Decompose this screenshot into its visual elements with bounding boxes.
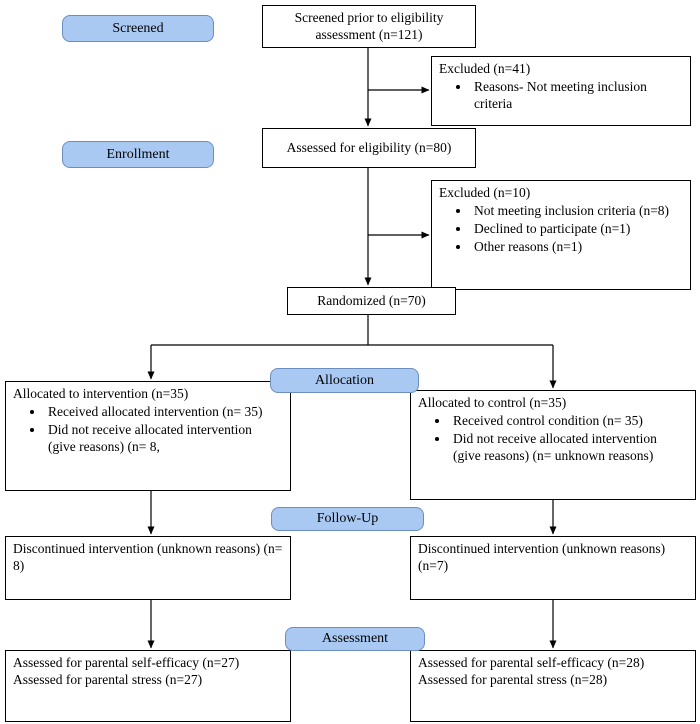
bullet-item: • Did not receive allocated intervention (give reasons) (n= 8, [45, 422, 283, 456]
assessment-left-line-2: Assessed for parental stress (n=27) [13, 671, 203, 687]
allocated-intervention-bullets [45, 404, 283, 456]
allocated-control-bullets [450, 413, 688, 465]
assessed-eligibility-box [262, 128, 476, 168]
bullet-item: • Declined to participate (n=1) [471, 221, 683, 238]
screened-prior-text: Screened prior to eligibility assessment (n=121) [294, 9, 444, 42]
discontinued-intervention-left-text: Discontinued intervention (unknown reasons) (n= 8) [13, 541, 283, 573]
bullet-item: • Other reasons (n=1) [471, 239, 683, 256]
assessment-right-line-2: Assessed for parental stress (n=28) [418, 671, 608, 687]
assessment-right-box [410, 650, 696, 722]
assessment-right-line-1: Assessed for parental self-efficacy (n=28) [418, 655, 645, 670]
stage-label-enrollment [62, 141, 214, 168]
stage-label-enrollment-text: Enrollment [106, 146, 170, 162]
assessment-left-box [5, 650, 291, 722]
excluded-41-title: Excluded (n=41) [439, 61, 531, 76]
stage-label-screened [62, 15, 214, 42]
allocated-control-title: Allocated to control (n=35) [418, 395, 567, 410]
discontinued-intervention-right-box [410, 536, 696, 600]
bullet-item: • Received control condition (n= 35) [450, 413, 688, 430]
allocated-control-box [410, 390, 696, 500]
assessment-left-line-1: Assessed for parental self-efficacy (n=27) [13, 655, 240, 670]
stage-label-allocation-text: Allocation [314, 372, 375, 388]
randomized-text: Randomized (n=70) [317, 292, 426, 308]
excluded-41-bullets [471, 79, 683, 113]
allocated-intervention-title: Allocated to intervention (n=35) [13, 386, 189, 401]
assessed-eligibility-text: Assessed for eligibility (n=80) [286, 139, 452, 155]
discontinued-intervention-right-text: Discontinued intervention (unknown reasons) (n=7) [418, 541, 666, 573]
stage-label-followup-text: Follow-Up [316, 511, 379, 526]
allocated-intervention-box [5, 381, 291, 491]
screened-prior-box [262, 5, 476, 48]
stage-label-screened-text: Screened [112, 20, 164, 36]
bullet-item: • Received allocated intervention (n= 35) [45, 404, 283, 421]
bullet-item: • Not meeting inclusion criteria (n=8) [471, 203, 683, 220]
bullet-item: • Did not receive allocated intervention (give reasons) (n= unknown reasons) [450, 431, 688, 465]
stage-label-allocation [270, 368, 419, 393]
discontinued-intervention-left-box [5, 536, 291, 600]
excluded-10-box [431, 180, 691, 290]
excluded-10-title: Excluded (n=10) [439, 185, 531, 200]
stage-label-assessment [285, 627, 425, 651]
randomized-box [287, 287, 456, 315]
bullet-item: • Reasons- Not meeting inclusion criteria [471, 79, 683, 113]
stage-label-assessment-text: Assessment [321, 631, 389, 646]
excluded-41-box [431, 56, 691, 126]
stage-label-followup [271, 507, 424, 531]
excluded-10-bullets [471, 203, 683, 256]
